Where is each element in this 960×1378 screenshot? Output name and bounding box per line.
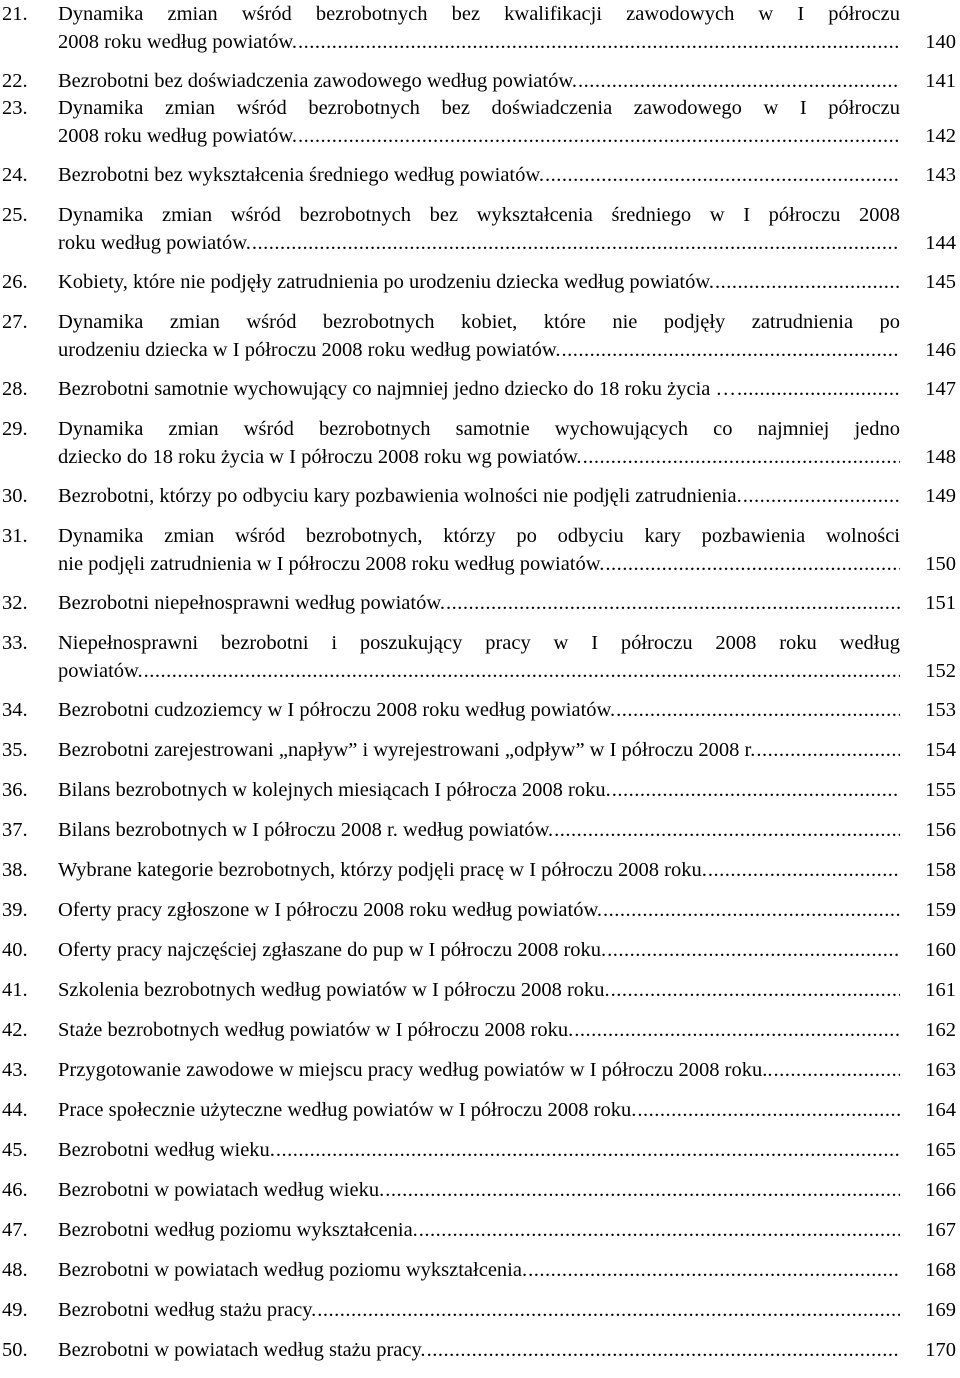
dot-leader bbox=[637, 1096, 900, 1124]
toc-entry-title bbox=[58, 1096, 900, 1124]
toc-entry-title-line: Bezrobotni bez doświadczenia zawodowego według powiatów. bbox=[58, 70, 577, 92]
dot-leader bbox=[419, 1216, 900, 1244]
dot-leader bbox=[756, 736, 900, 764]
dot-leader bbox=[715, 268, 900, 296]
dot-leader bbox=[603, 896, 900, 924]
toc-page-number: 162 bbox=[925, 1019, 956, 1041]
toc-entry-title bbox=[58, 375, 900, 403]
toc-entry-title-line: Bezrobotni zarejestrowani „napływ” i wyrejestrowani „odpływ” w I półroczu 2008 r. bbox=[58, 739, 756, 761]
dot-leader bbox=[583, 443, 900, 471]
toc-entry-number: 36. bbox=[2, 779, 28, 801]
toc-entry-number: 29. bbox=[2, 418, 28, 440]
toc-page-number: 164 bbox=[925, 1099, 956, 1121]
toc-page-number: 170 bbox=[925, 1339, 956, 1361]
dot-leader bbox=[561, 336, 900, 364]
dot-leader bbox=[298, 122, 900, 150]
toc-page-number: 158 bbox=[925, 859, 956, 881]
toc-page-number: 147 bbox=[925, 378, 956, 400]
toc-entry-title-line: Staże bezrobotnych według powiatów w I półroczu 2008 roku. bbox=[58, 1019, 574, 1041]
toc-entry-number: 47. bbox=[2, 1219, 28, 1241]
toc-entry-title bbox=[58, 94, 900, 150]
toc-entry-number: 39. bbox=[2, 899, 28, 921]
dot-leader bbox=[545, 161, 900, 189]
dot-leader bbox=[554, 816, 900, 844]
toc-page-number: 141 bbox=[925, 70, 956, 92]
toc-entry-number: 48. bbox=[2, 1259, 28, 1281]
toc-entry-title-line: 2008 roku według powiatów. bbox=[58, 31, 297, 53]
toc-entry-number: 22. bbox=[2, 70, 28, 92]
dot-leader bbox=[773, 1056, 900, 1084]
dot-leader bbox=[605, 550, 900, 578]
toc-page-number: 167 bbox=[925, 1219, 956, 1241]
toc-entry-title-line: powiatów. bbox=[58, 660, 143, 682]
toc-entry-title-line: Bezrobotni według wieku. bbox=[58, 1139, 275, 1161]
toc-entry-title-line: Dynamika zmian wśród bezrobotnych, którzy po odbyciu kary pozbawienia wolności bbox=[58, 525, 900, 547]
toc-entry-title-line: nie podjęli zatrudnienia w I półroczu 2008 roku według powiatów. bbox=[58, 553, 605, 575]
toc-entry-number: 45. bbox=[2, 1139, 28, 1161]
toc-entry-number: 26. bbox=[2, 271, 28, 293]
toc-page-number: 140 bbox=[925, 31, 956, 53]
toc-entry-number: 42. bbox=[2, 1019, 28, 1041]
toc-entry-number: 24. bbox=[2, 164, 28, 186]
toc-entry-number: 35. bbox=[2, 739, 28, 761]
toc-entry-title-line: dziecko do 18 roku życia w I półroczu 2008 roku wg powiatów. bbox=[58, 446, 582, 468]
toc-entry-title bbox=[58, 629, 900, 685]
toc-entry-title-line: Bezrobotni w powiatach według wieku. bbox=[58, 1179, 385, 1201]
toc-entry-title bbox=[58, 268, 900, 296]
toc-entry-title bbox=[58, 1176, 900, 1204]
toc-page-number: 168 bbox=[925, 1259, 956, 1281]
dot-leader bbox=[252, 229, 900, 257]
toc-entry-title-line: Bilans bezrobotnych w I półroczu 2008 r. według powiatów. bbox=[58, 819, 554, 841]
toc-entry-title-line: Dynamika zmian wśród bezrobotnych bez kwalifikacji zawodowych w I półroczu bbox=[58, 3, 900, 25]
toc-entry-title-line: Bezrobotni samotnie wychowujący co najmniej jedno dziecko do 18 roku życia … bbox=[58, 378, 737, 400]
toc-entry-title-line: Bezrobotni niepełnosprawni według powiatów. bbox=[58, 592, 445, 614]
toc-page-number: 145 bbox=[925, 271, 956, 293]
toc-entry-number: 46. bbox=[2, 1179, 28, 1201]
toc-entry-title-line: Bezrobotni cudzoziemcy w I półroczu 2008 roku według powiatów. bbox=[58, 699, 616, 721]
toc-page-number: 160 bbox=[925, 939, 956, 961]
dot-leader bbox=[528, 1256, 900, 1284]
toc-entry-number: 37. bbox=[2, 819, 28, 841]
dot-leader bbox=[578, 67, 900, 95]
toc-entry-title bbox=[58, 696, 900, 724]
toc-page-number: 150 bbox=[925, 553, 956, 575]
toc-page-number: 155 bbox=[925, 779, 956, 801]
toc-entry-title-line: Wybrane kategorie bezrobotnych, którzy podjęli pracę w I półroczu 2008 roku. bbox=[58, 859, 707, 881]
toc-entry-number: 33. bbox=[2, 632, 28, 654]
toc-entry-number: 43. bbox=[2, 1059, 28, 1081]
toc-entry-title bbox=[58, 856, 900, 884]
toc-entry-number: 40. bbox=[2, 939, 28, 961]
toc-page-number: 146 bbox=[925, 339, 956, 361]
dot-leader bbox=[144, 657, 900, 685]
toc-entry-title-line: roku według powiatów. bbox=[58, 232, 251, 254]
toc-entry-title bbox=[58, 736, 900, 764]
toc-page-number: 148 bbox=[925, 446, 956, 468]
toc-entry-title-line: Szkolenia bezrobotnych według powiatów w I półroczu 2008 roku. bbox=[58, 979, 610, 1001]
toc-entry-title-line: Bezrobotni w powiatach według stażu pracy. bbox=[58, 1339, 426, 1361]
toc-entry-number: 21. bbox=[2, 3, 28, 25]
toc-entry-number: 38. bbox=[2, 859, 28, 881]
toc-entry-title bbox=[58, 1216, 900, 1244]
toc-entry-title bbox=[58, 589, 900, 617]
toc-page-number: 149 bbox=[925, 485, 956, 507]
toc-page-number: 156 bbox=[925, 819, 956, 841]
toc-entry-title bbox=[58, 1136, 900, 1164]
dot-leader bbox=[427, 1336, 900, 1364]
toc-entry-title-line: Bezrobotni w powiatach według poziomu wykształcenia. bbox=[58, 1259, 528, 1281]
toc-page-number: 143 bbox=[925, 164, 956, 186]
toc-entry-title-line: Bezrobotni bez wykształcenia średniego według powiatów. bbox=[58, 164, 544, 186]
dot-leader bbox=[574, 1016, 900, 1044]
toc-entry-title bbox=[58, 0, 900, 56]
toc-entry-title-line: 2008 roku według powiatów. bbox=[58, 125, 297, 147]
toc-page-number: 144 bbox=[925, 232, 956, 254]
toc-entry-number: 28. bbox=[2, 378, 28, 400]
toc-entry-number: 25. bbox=[2, 204, 28, 226]
dot-leader bbox=[743, 482, 900, 510]
toc-entry-title-line: Bezrobotni według poziomu wykształcenia. bbox=[58, 1219, 418, 1241]
toc-entry-title-line: Dynamika zmian wśród bezrobotnych samotnie wychowujących co najmniej jedno bbox=[58, 418, 900, 440]
toc-entry-title-line: urodzeniu dziecka w I półroczu 2008 roku według powiatów. bbox=[58, 339, 561, 361]
toc-entry-title bbox=[58, 522, 900, 578]
toc-entry-number: 23. bbox=[2, 97, 28, 119]
toc-page-number: 169 bbox=[925, 1299, 956, 1321]
toc-entry-title bbox=[58, 67, 900, 95]
dot-leader bbox=[611, 976, 900, 1004]
toc-page-number: 163 bbox=[925, 1059, 956, 1081]
toc-page-number: 153 bbox=[925, 699, 956, 721]
toc-entry-title-line: Przygotowanie zawodowe w miejscu pracy według powiatów w I półroczu 2008 roku.. bbox=[58, 1059, 773, 1081]
toc-entry-number: 34. bbox=[2, 699, 28, 721]
toc-entry-title bbox=[58, 482, 900, 510]
toc-page-number: 166 bbox=[925, 1179, 956, 1201]
toc-entry-title-line: Dynamika zmian wśród bezrobotnych bez wykształcenia średniego w I półroczu 2008 bbox=[58, 204, 900, 226]
dot-leader bbox=[616, 696, 900, 724]
toc-entry-title-line: Oferty pracy zgłoszone w I półroczu 2008 roku według powiatów. bbox=[58, 899, 603, 921]
dot-leader bbox=[298, 28, 900, 56]
dot-leader bbox=[612, 776, 900, 804]
toc-page-number: 152 bbox=[925, 660, 956, 682]
toc-entry-title-line: Bezrobotni, którzy po odbyciu kary pozbawienia wolności nie podjęli zatrudnienia. bbox=[58, 485, 742, 507]
toc-entry-title-line: Kobiety, które nie podjęły zatrudnienia po urodzeniu dziecka według powiatów. bbox=[58, 271, 714, 293]
toc-page-number: 142 bbox=[925, 125, 956, 147]
dot-leader bbox=[737, 375, 900, 403]
dot-leader bbox=[446, 589, 900, 617]
toc-entry-title bbox=[58, 976, 900, 1004]
toc-page-number: 159 bbox=[925, 899, 956, 921]
toc-entry-title bbox=[58, 308, 900, 364]
toc-entry-title bbox=[58, 1016, 900, 1044]
toc-entry-title-line: Prace społecznie użyteczne według powiatów w I półroczu 2008 roku. bbox=[58, 1099, 637, 1121]
toc-page-number: 165 bbox=[925, 1139, 956, 1161]
toc-entry-title bbox=[58, 1296, 900, 1324]
dot-leader bbox=[607, 936, 900, 964]
toc-entry-title-line: Oferty pracy najczęściej zgłaszane do pup w I półroczu 2008 roku. bbox=[58, 939, 607, 961]
toc-entry-title bbox=[58, 201, 900, 257]
toc-entry-title bbox=[58, 161, 900, 189]
toc-entry-number: 30. bbox=[2, 485, 28, 507]
toc-entry-title-line: Dynamika zmian wśród bezrobotnych bez doświadczenia zawodowego w I półroczu bbox=[58, 97, 900, 119]
toc-entry-number: 41. bbox=[2, 979, 28, 1001]
dot-leader bbox=[276, 1136, 900, 1164]
dot-leader bbox=[385, 1176, 900, 1204]
toc-page-number: 151 bbox=[925, 592, 956, 614]
toc-page-number: 161 bbox=[925, 979, 956, 1001]
toc-entry-title-line: Niepełnosprawni bezrobotni i poszukujący pracy w I półroczu 2008 roku według bbox=[58, 632, 900, 654]
toc-entry-number: 27. bbox=[2, 311, 28, 333]
toc-page-number: 154 bbox=[925, 739, 956, 761]
toc-entry-title bbox=[58, 1056, 900, 1084]
toc-entry-title-line: Dynamika zmian wśród bezrobotnych kobiet, które nie podjęły zatrudnienia po bbox=[58, 311, 900, 333]
toc-entry-title bbox=[58, 1336, 900, 1364]
toc-entry-title-line: Bilans bezrobotnych w kolejnych miesiącach I półrocza 2008 roku. bbox=[58, 779, 611, 801]
dot-leader bbox=[708, 856, 900, 884]
toc-entry-title bbox=[58, 776, 900, 804]
toc-entry-title bbox=[58, 896, 900, 924]
toc-entry-title bbox=[58, 816, 900, 844]
dot-leader bbox=[317, 1296, 900, 1324]
toc-entry-number: 49. bbox=[2, 1299, 28, 1321]
toc-entry-number: 50. bbox=[2, 1339, 28, 1361]
toc-entry-title bbox=[58, 1256, 900, 1284]
toc-entry-title-line: Bezrobotni według stażu pracy. bbox=[58, 1299, 317, 1321]
toc-entry-title bbox=[58, 936, 900, 964]
toc-entry-number: 32. bbox=[2, 592, 28, 614]
toc-entry-number: 44. bbox=[2, 1099, 28, 1121]
toc-entry-title bbox=[58, 415, 900, 471]
toc-entry-number: 31. bbox=[2, 525, 28, 547]
